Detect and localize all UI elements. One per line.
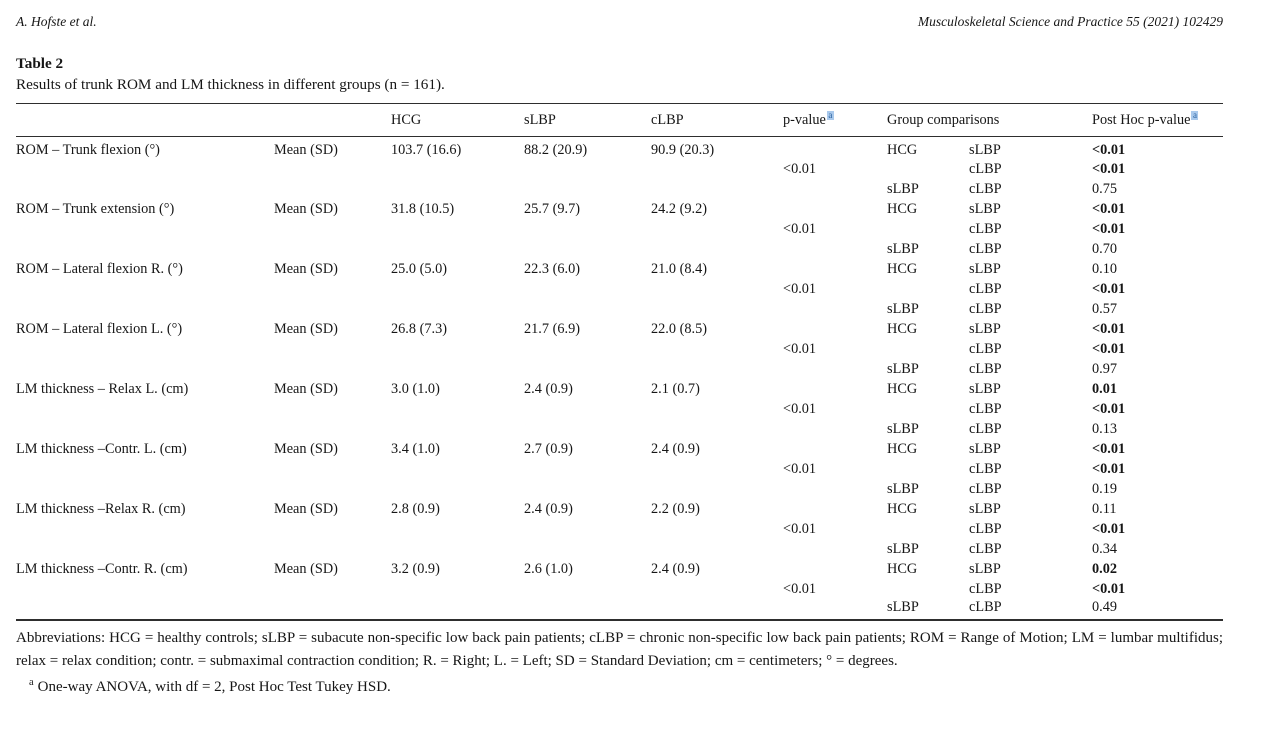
slbp-value: 2.4 (0.9) [524,500,573,517]
posthoc-p-value: 0.01 [1092,380,1118,397]
anova-p-value: <0.01 [783,460,817,477]
hcg-value [391,399,524,419]
table-row [16,137,1223,160]
table-row [16,539,1223,559]
slbp-value: 2.4 (0.9) [524,380,573,397]
row-label: LM thickness – Relax L. (cm) [16,380,189,397]
table-row [16,399,1223,419]
footnote-text: One-way ANOVA, with df = 2, Post Hoc Test Tukey HSD. [37,679,391,695]
stat-label [274,459,391,479]
table-row [16,519,1223,539]
posthoc-p-value: 0.75 [1092,180,1118,197]
posthoc-p-value: 0.10 [1092,260,1118,277]
comparison-group-1: HCG [887,500,918,517]
comparison-group-2: cLBP [969,180,1002,197]
stat-label: Mean (SD) [274,142,338,158]
hcg-value [391,219,524,239]
anova-p-value [783,439,887,459]
anova-p-value [783,559,887,579]
comparison-group-2: sLBP [969,440,1001,457]
posthoc-p-value: 0.11 [1092,500,1117,517]
slbp-value [524,279,651,299]
row-label [16,419,274,439]
table-row [16,339,1223,359]
row-label [16,579,274,599]
posthoc-p-value: <0.01 [1092,220,1126,237]
stat-label [274,339,391,359]
hcg-value: 31.8 (10.5) [391,200,455,217]
posthoc-p-value: <0.01 [1092,200,1126,217]
slbp-value [524,539,651,559]
table-row [16,499,1223,519]
row-label: LM thickness –Relax R. (cm) [16,500,186,517]
clbp-value [651,359,783,379]
hcg-value: 25.0 (5.0) [391,260,447,277]
row-label [16,359,274,379]
table-row [16,259,1223,279]
posthoc-p-value: 0.02 [1092,560,1118,577]
row-label: LM thickness –Contr. L. (cm) [16,440,187,457]
comparison-group-1: HCG [887,320,918,337]
table-row [16,219,1223,239]
hcg-value [391,579,524,599]
table-row [16,599,1223,620]
stat-label [274,419,391,439]
clbp-value [651,219,783,239]
table-row [16,459,1223,479]
stat-label [274,279,391,299]
posthoc-p-value: <0.01 [1092,320,1126,337]
anova-p-value [783,239,887,259]
posthoc-p-value: 0.57 [1092,300,1118,317]
col-header-hcg: HCG [391,104,524,137]
clbp-value [651,159,783,179]
table-row [16,239,1223,259]
comparison-group-2: cLBP [969,240,1002,257]
hcg-value [391,419,524,439]
anova-p-value [783,259,887,279]
row-label [16,179,274,199]
comparison-group-2: sLBP [969,500,1001,517]
col-header-stat [274,104,391,137]
hcg-value: 26.8 (7.3) [391,320,447,337]
comparison-group-1: sLBP [887,420,919,437]
slbp-value: 22.3 (6.0) [524,260,580,277]
posthoc-p-value: <0.01 [1092,142,1126,158]
comparison-group-2: cLBP [969,400,1002,417]
table-row [16,379,1223,399]
comparison-group-1 [887,459,969,479]
row-label [16,339,274,359]
clbp-value: 90.9 (20.3) [651,142,715,158]
stat-label: Mean (SD) [274,260,338,277]
row-label [16,599,274,620]
running-head [16,14,1223,30]
stat-label [274,599,391,620]
anova-footnote [16,672,1223,699]
table-row [16,159,1223,179]
slbp-value [524,159,651,179]
results-table [16,103,1223,621]
clbp-value [651,599,783,620]
clbp-value [651,279,783,299]
hcg-value: 3.4 (1.0) [391,440,440,457]
col-header-p-value [783,104,887,137]
row-label [16,519,274,539]
hcg-value [391,539,524,559]
row-label [16,159,274,179]
anova-p-value [783,137,887,160]
clbp-value [651,519,783,539]
comparison-group-2: cLBP [969,599,1002,615]
row-label [16,299,274,319]
p-value-header-text: p-value [783,111,826,128]
comparison-group-1: HCG [887,560,918,577]
footnote-link-marker[interactable]: a [1192,110,1197,121]
comparison-group-1 [887,579,969,599]
stat-label [274,359,391,379]
comparison-group-2: cLBP [969,280,1002,297]
hcg-value [391,459,524,479]
row-label: LM thickness –Contr. R. (cm) [16,560,188,577]
hcg-value [391,519,524,539]
anova-p-value: <0.01 [783,400,817,417]
comparison-group-1 [887,279,969,299]
posthoc-p-value: 0.97 [1092,360,1118,377]
clbp-value: 2.4 (0.9) [651,560,700,577]
clbp-value: 2.2 (0.9) [651,500,700,517]
slbp-value [524,339,651,359]
posthoc-p-value: 0.49 [1092,599,1118,615]
slbp-value [524,179,651,199]
anova-p-value [783,319,887,339]
table-row [16,359,1223,379]
anova-p-value [783,359,887,379]
stat-label [274,179,391,199]
posthoc-p-value: <0.01 [1092,520,1126,537]
comparison-group-1: sLBP [887,480,919,497]
stat-label [274,219,391,239]
col-header-slbp: sLBP [524,104,651,137]
comparison-group-1 [887,339,969,359]
slbp-value: 88.2 (20.9) [524,142,588,158]
stat-label [274,479,391,499]
hcg-value [391,159,524,179]
anova-p-value [783,479,887,499]
anova-p-value [783,539,887,559]
posthoc-p-value: <0.01 [1092,460,1126,477]
clbp-value [651,579,783,599]
comparison-group-1 [887,219,969,239]
anova-p-value [783,499,887,519]
comparison-group-1: sLBP [887,360,919,377]
comparison-group-2: cLBP [969,160,1002,177]
table-row [16,419,1223,439]
slbp-value [524,299,651,319]
anova-p-value: <0.01 [783,280,817,297]
comparison-group-1: HCG [887,260,918,277]
slbp-value [524,219,651,239]
posthoc-p-value: 0.34 [1092,540,1118,557]
anova-p-value [783,299,887,319]
row-label: ROM – Trunk extension (°) [16,200,175,217]
stat-label: Mean (SD) [274,440,338,457]
table-row [16,279,1223,299]
clbp-value: 21.0 (8.4) [651,260,707,277]
slbp-value [524,459,651,479]
slbp-value [524,479,651,499]
stat-label: Mean (SD) [274,200,338,217]
col-header-clbp: cLBP [651,104,783,137]
hcg-value: 3.0 (1.0) [391,380,440,397]
clbp-value: 24.2 (9.2) [651,200,707,217]
comparison-group-1: HCG [887,142,918,158]
posthoc-p-value: <0.01 [1092,580,1126,597]
table-row [16,179,1223,199]
stat-label [274,299,391,319]
posthoc-p-value: 0.19 [1092,480,1118,497]
posthoc-p-value: <0.01 [1092,160,1126,177]
clbp-value: 2.4 (0.9) [651,440,700,457]
clbp-value [651,179,783,199]
table-body [16,137,1223,621]
slbp-value: 2.6 (1.0) [524,560,573,577]
comparison-group-2: sLBP [969,320,1001,337]
row-label [16,239,274,259]
comparison-group-2: cLBP [969,580,1002,597]
hcg-value [391,279,524,299]
clbp-value [651,239,783,259]
row-label: ROM – Trunk flexion (°) [16,142,160,158]
stat-label: Mean (SD) [274,560,338,577]
row-label [16,539,274,559]
stat-label: Mean (SD) [274,500,338,517]
hcg-value [391,479,524,499]
anova-p-value [783,199,887,219]
comparison-group-1: sLBP [887,240,919,257]
comparison-group-2: cLBP [969,460,1002,477]
row-label [16,219,274,239]
comparison-group-2: cLBP [969,520,1002,537]
comparison-group-2: sLBP [969,142,1001,158]
author-line: A. Hofste et al. [16,14,97,29]
clbp-value: 2.1 (0.7) [651,380,700,397]
slbp-value [524,419,651,439]
comparison-group-2: sLBP [969,260,1001,277]
hcg-value [391,239,524,259]
posthoc-p-value: <0.01 [1092,440,1126,457]
journal-line: Musculoskeletal Science and Practice 55 (2021) 102429 [917,14,1223,29]
row-label: ROM – Lateral flexion L. (°) [16,320,183,337]
slbp-value: 21.7 (6.9) [524,320,580,337]
slbp-value [524,399,651,419]
table-label: Table 2 [16,55,64,72]
comparison-group-2: cLBP [969,300,1002,317]
col-header-measure [16,104,274,137]
clbp-value [651,299,783,319]
anova-p-value: <0.01 [783,340,817,357]
anova-p-value [783,419,887,439]
hcg-value: 103.7 (16.6) [391,142,462,158]
abbreviations-note: Abbreviations: HCG = healthy controls; sLBP = subacute non-specific low back pain patients; cLBP = chronic non-specific low back pain patients; ROM = Range of Motion; LM = lumbar multifidus; relax = relax condition; contr. = submaximal contraction condition; R. = Right; L. = Left; SD = Standard Deviation; cm = centimeters; ° = degrees. [16,630,1223,669]
stat-label [274,539,391,559]
comparison-group-2: cLBP [969,340,1002,357]
anova-p-value: <0.01 [783,580,817,597]
post-hoc-header-text: Post Hoc p-value [1092,111,1191,128]
comparison-group-1: sLBP [887,300,919,317]
clbp-value [651,539,783,559]
stat-label [274,399,391,419]
slbp-value [524,579,651,599]
comparison-group-1 [887,399,969,419]
stat-label [274,579,391,599]
anova-p-value: <0.01 [783,520,817,537]
table-row [16,299,1223,319]
row-label: ROM – Lateral flexion R. (°) [16,260,183,277]
table-row [16,479,1223,499]
comparison-group-1 [887,159,969,179]
clbp-value [651,399,783,419]
hcg-value [391,359,524,379]
hcg-value: 3.2 (0.9) [391,560,440,577]
header-row [16,104,1223,137]
comparison-group-1: sLBP [887,180,919,197]
slbp-value: 25.7 (9.7) [524,200,580,217]
table-row [16,439,1223,459]
slbp-value [524,359,651,379]
anova-p-value [783,179,887,199]
comparison-group-2: cLBP [969,540,1002,557]
slbp-value: 2.7 (0.9) [524,440,573,457]
posthoc-p-value: 0.13 [1092,420,1118,437]
row-label [16,279,274,299]
row-label [16,479,274,499]
comparison-group-2: cLBP [969,360,1002,377]
hcg-value [391,179,524,199]
stat-label: Mean (SD) [274,320,338,337]
posthoc-p-value: <0.01 [1092,280,1126,297]
posthoc-p-value: 0.70 [1092,240,1118,257]
stat-label [274,239,391,259]
posthoc-p-value: <0.01 [1092,400,1126,417]
comparison-group-1: sLBP [887,599,919,615]
comparison-group-2: sLBP [969,560,1001,577]
comparison-group-1 [887,519,969,539]
slbp-value [524,519,651,539]
anova-p-value: <0.01 [783,160,817,177]
col-header-group-comparisons: Group comparisons [887,104,1092,137]
table-row [16,199,1223,219]
comparison-group-1: HCG [887,200,918,217]
hcg-value [391,299,524,319]
stat-label [274,159,391,179]
row-label [16,399,274,419]
table-row [16,579,1223,599]
hcg-value: 2.8 (0.9) [391,500,440,517]
hcg-value [391,599,524,620]
posthoc-p-value: <0.01 [1092,340,1126,357]
comparison-group-2: cLBP [969,480,1002,497]
comparison-group-1: HCG [887,380,918,397]
col-header-post-hoc [1092,104,1223,137]
footnote-link-marker[interactable]: a [828,110,833,121]
table-row [16,559,1223,579]
anova-p-value: <0.01 [783,220,817,237]
comparison-group-2: sLBP [969,380,1001,397]
stat-label: Mean (SD) [274,380,338,397]
clbp-value [651,459,783,479]
comparison-group-1: HCG [887,440,918,457]
comparison-group-2: cLBP [969,420,1002,437]
slbp-value [524,239,651,259]
comparison-group-1: sLBP [887,540,919,557]
table-row [16,319,1223,339]
footnote-marker: a [29,677,34,688]
clbp-value: 22.0 (8.5) [651,320,707,337]
comparison-group-2: sLBP [969,200,1001,217]
clbp-value [651,419,783,439]
anova-p-value [783,599,887,620]
stat-label [274,519,391,539]
hcg-value [391,339,524,359]
slbp-value [524,599,651,620]
comparison-group-2: cLBP [969,220,1002,237]
clbp-value [651,339,783,359]
row-label [16,459,274,479]
clbp-value [651,479,783,499]
anova-p-value [783,379,887,399]
table-caption: Results of trunk ROM and LM thickness in different groups (n = 161). [16,76,445,93]
